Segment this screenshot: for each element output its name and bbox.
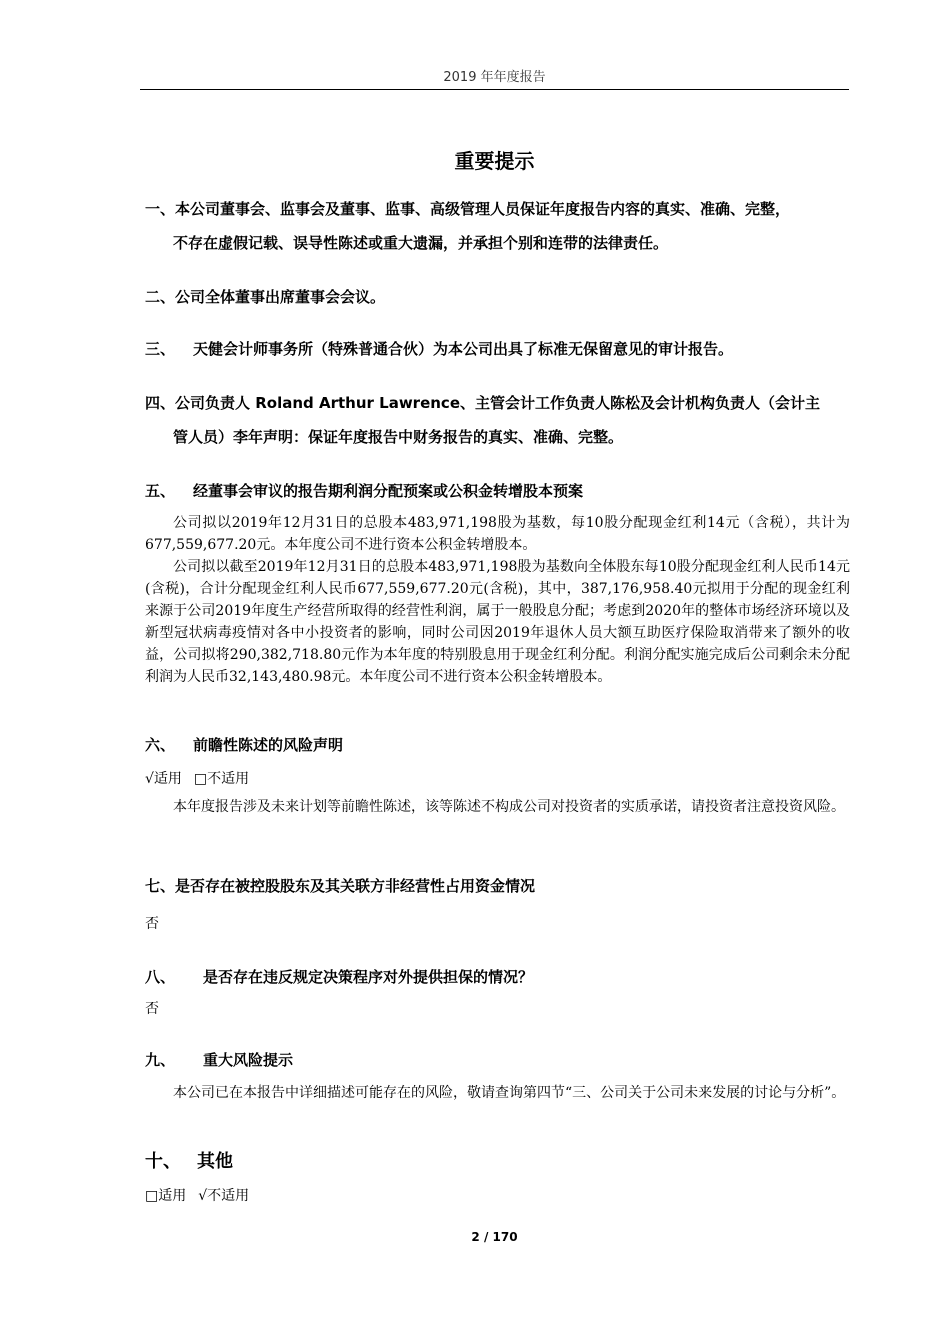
section-6-paragraph: 本年度报告涉及未来计划等前瞻性陈述，该等陈述不构成公司对投资者的实质承诺，请投资者注意投资风险。 xyxy=(173,799,845,815)
section-10-not-applicable-checkbox: √不适用 xyxy=(198,1188,250,1204)
section-10-options xyxy=(145,1184,850,1208)
section-4-line1: 公司负责人 Roland Arthur Lawrence、主管会计工作负责人陈松及会计机构负责人（会计主 xyxy=(175,394,821,412)
section-7-number: 七、 xyxy=(145,877,176,895)
section-9-heading xyxy=(145,1043,850,1077)
section-3 xyxy=(145,332,850,366)
section-4-line2: 管人员）李年声明：保证年度报告中财务报告的真实、准确、完整。 xyxy=(173,428,624,446)
section-7-heading xyxy=(145,869,850,903)
section-5-number: 五、 xyxy=(145,482,176,500)
section-4 xyxy=(145,386,850,454)
section-2-text: 公司全体董事出席董事会会议。 xyxy=(175,288,386,306)
section-8-answer: 否 xyxy=(145,1001,159,1017)
section-10-title: 其他 xyxy=(197,1151,233,1172)
section-10-heading xyxy=(145,1147,850,1173)
section-10-applicable-checkbox: □适用 xyxy=(145,1188,187,1204)
page-number: 2 / 170 xyxy=(471,1230,518,1244)
section-8-title: 是否存在违反规定决策程序对外提供担保的情况？ xyxy=(203,968,534,986)
section-1 xyxy=(145,192,850,260)
section-10-number: 十、 xyxy=(145,1151,181,1172)
page-header: 2019 年年度报告 xyxy=(443,70,546,85)
section-5-paragraph-2: 公司拟以截至2019年12月31日的总股本483,971,198股为基数向全体股东每10股分配现金红利人民币14元(含税)，合计分配现金红利人民币677,559,677.20元(含税)，其中，387,176,958.40元拟用于分配的现金红利来源于公司2019年度生产经营所取得的经营性利润，属于一般股息分配；考虑到2020年的整体市场经济环境以及新型冠状病毒疫情对各中小投资者的影响，同时公司因2019年退休人员大额互助医疗保险取消带来了额外的收益，公司拟将290,382,718.80元作为本年度的特别股息用于现金红利分配。利润分配实施完成后公司剩余未分配利润为人民币32,143,480.98元。本年度公司不进行资本公积金转增股本。 xyxy=(145,559,850,685)
header-divider xyxy=(140,89,849,90)
section-2-number: 二、 xyxy=(145,288,176,306)
section-1-line1: 本公司董事会、监事会及董事、监事、高级管理人员保证年度报告内容的真实、准确、完整， xyxy=(175,200,791,218)
section-9-paragraph: 本公司已在本报告中详细描述可能存在的风险，敬请查询第四节“三、公司关于公司未来发展的讨论与分析”。 xyxy=(173,1085,846,1101)
section-9-title: 重大风险提示 xyxy=(203,1051,294,1069)
section-6-number: 六、 xyxy=(145,736,176,754)
section-6-options xyxy=(145,767,850,791)
section-1-number: 一、 xyxy=(145,200,176,218)
section-6-not-applicable-checkbox: □不适用 xyxy=(193,771,250,787)
section-3-text: 天健会计师事务所（特殊普通合伙）为本公司出具了标准无保留意见的审计报告。 xyxy=(193,340,734,358)
section-5-heading xyxy=(145,474,850,508)
section-1-line2: 不存在虚假记载、误导性陈述或重大遗漏，并承担个别和连带的法律责任。 xyxy=(173,234,669,252)
section-4-number: 四、 xyxy=(145,394,176,412)
section-2 xyxy=(145,280,850,314)
section-6-title: 前瞻性陈述的风险声明 xyxy=(193,736,344,754)
section-8-heading xyxy=(145,960,850,994)
section-6-heading xyxy=(145,728,850,762)
page-title: 重要提示 xyxy=(454,149,535,173)
section-3-number: 三、 xyxy=(145,340,176,358)
section-5-paragraph-1: 公司拟以2019年12月31日的总股本483,971,198股为基数，每10股分配现金红利14元（含税），共计为677,559,677.20元。本年度公司不进行资本公积金转增股本。 xyxy=(145,515,850,553)
section-9-number: 九、 xyxy=(145,1051,176,1069)
section-8-number: 八、 xyxy=(145,968,176,986)
section-7-answer: 否 xyxy=(145,916,159,932)
section-7-title: 是否存在被控股股东及其关联方非经营性占用资金情况 xyxy=(175,877,536,895)
section-6-applicable-checkbox: √适用 xyxy=(145,771,182,787)
section-5-title: 经董事会审议的报告期利润分配预案或公积金转增股本预案 xyxy=(193,482,584,500)
